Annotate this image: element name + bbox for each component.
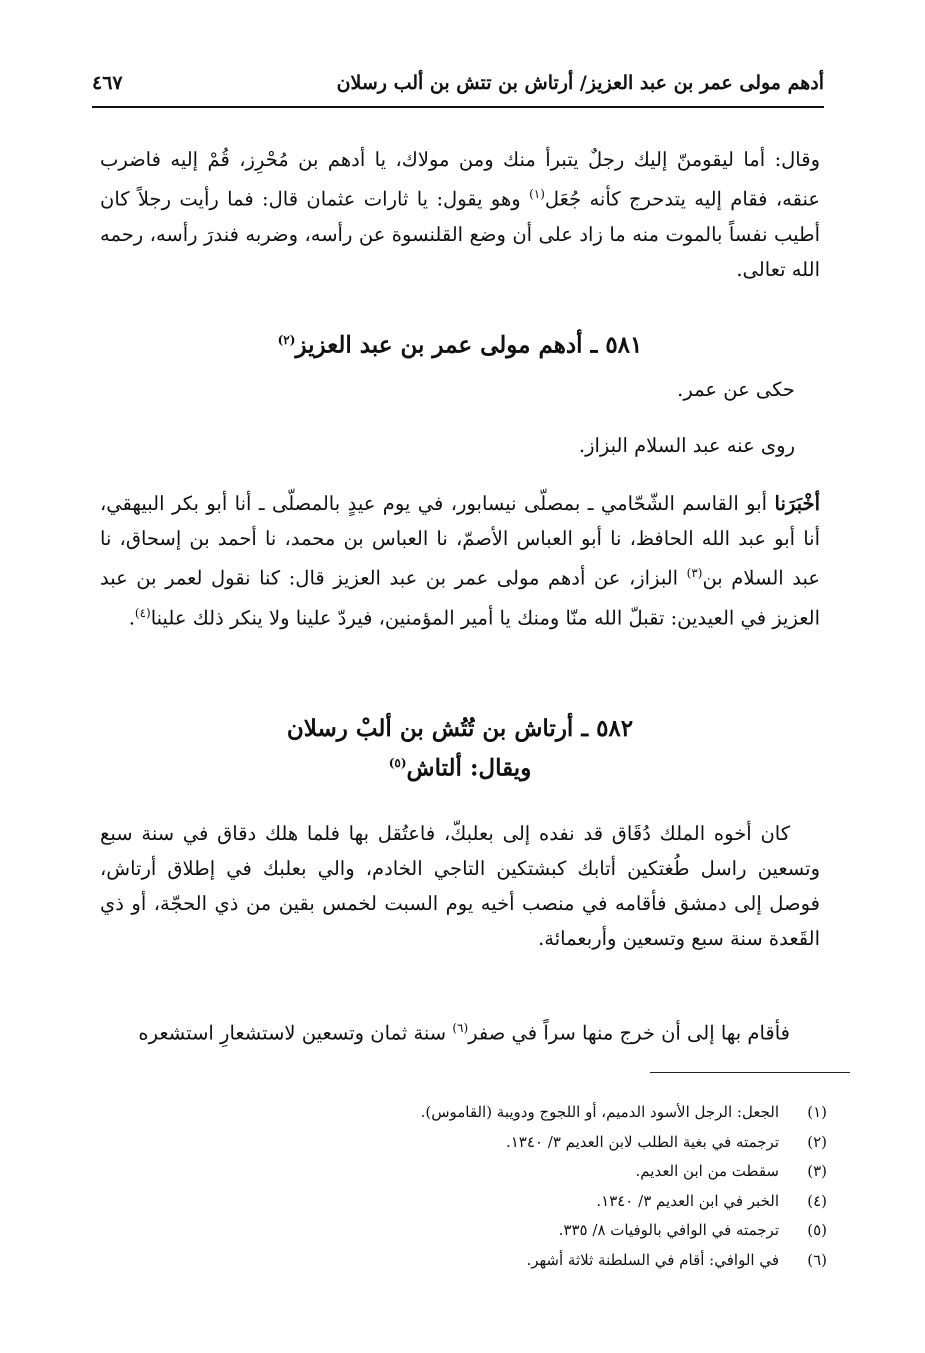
- footnote: [107, 1098, 827, 1128]
- entry-heading-581: [100, 323, 820, 363]
- footnote-number: (٢): [807, 1132, 827, 1151]
- footnote-number: (٦): [807, 1250, 827, 1269]
- paragraph-text: وهو يقول: يا ثارات عثمان قال: فما رأيت رجلاً كان أطيب نفساً بالموت منه ما زاد على أن وضع القلنسوة عن رأسه، وضربه فندرَ رأسه، رحمه الله تعالى.: [100, 187, 820, 281]
- entry-heading-582: [100, 712, 820, 786]
- entry-582-paragraph-a: كان أخوه الملك دُقَاق قد نفده إلى بعلبكّ، فاعتُقل بها فلما هلك دقاق في سنة سبع وتسعين راسل طُغتكين أتابك كبشتكين التاجي الخادم، والي بعلبك في إطلاق أرتاش، فوصل إلى دمشق فأقامه في منصب أخيه يوم السبت لخمس بقين من ذي الحجّة، أو ذي القَعدة سنة سبع وتسعين وأربعمائة.: [100, 822, 820, 950]
- footnote: [107, 1246, 827, 1276]
- footnote-marker: (٦): [452, 1021, 469, 1035]
- footnote: [107, 1216, 827, 1246]
- running-header: [92, 66, 824, 108]
- paragraph-text: أبو القاسم الشّحّامي ـ بمصلّى نيسابور، في يوم عيدٍ بالمصلّى ـ أنا أبو بكر البيهقي، أنا أبو عبد الله الحافظ، نا أبو العباس الأصمّ، نا العباس بن محمد، نا أحمد بن إسحاق، نا عبد السلام بن: [100, 492, 821, 590]
- footnote-number: (٤): [807, 1191, 827, 1210]
- entry-heading-text: ٥٨١ ـ أدهم مولى عمر بن عبد العزيز: [295, 331, 643, 359]
- paragraph-text: فأقام بها إلى أن خرج منها سراً في صفر: [468, 1021, 790, 1045]
- isnad-lead-word: أخْبَرَنا: [774, 492, 820, 515]
- header-title: أدهم مولى عمر بن عبد العزيز/ أرتاش بن تتش بن ألب رسلان: [336, 72, 824, 94]
- entry-heading-line: ٥٨٢ ـ أرتاش بن تُتُش بن ألبْ رسلان: [286, 715, 634, 742]
- footnote-text: في الوافي: أقام في السلطنة ثلاثة أشهر.: [526, 1250, 779, 1269]
- footnote: [107, 1128, 827, 1158]
- footnote-marker: (٤): [134, 605, 151, 620]
- footnote-marker: (٣): [686, 566, 703, 580]
- page-number: ٤٦٧: [92, 72, 123, 94]
- footnote-number: (٣): [807, 1162, 827, 1180]
- paragraph-text: .: [128, 606, 135, 629]
- entry-581-line-1: حكى عن عمر.: [677, 378, 795, 401]
- footnote: [107, 1187, 827, 1217]
- opening-paragraph: [100, 142, 820, 287]
- footnote-text: ترجمته في الوافي بالوفيات ٨/ ٣٣٥.: [558, 1221, 779, 1239]
- entry-581-line-2: روى عنه عبد السلام البزاز.: [578, 434, 795, 457]
- paragraph-text: سنة ثمان وتسعين لاستشعارِ استشعره: [138, 1021, 453, 1045]
- footnote-text: الجعل: الرجل الأسود الدميم، أو اللجوج ودويبة (القاموس).: [420, 1103, 779, 1121]
- paragraph-text: البزاز، عن أدهم مولى عمر بن عبد العزيز قال: كنا نقول لعمر بن عبد العزيز في العيدين: تقبلّ الله منّا ومنك يا أمير المؤمنين، فيردّ علينا ولا ينكر ذلك علينا: [100, 566, 820, 629]
- paragraph-text: وقال: أما ليقومنّ إليك رجلٌ يتبرأ منك ومن مولاك، يا أدهم بن مُحْرِز، قُمْ إليه فاضرب عنقه، فقام إليه يتدحرج كأنه جُعَل: [100, 148, 820, 211]
- footnote-text: ترجمته في بغية الطلب لابن العديم ٣/ ١٣٤٠.: [505, 1132, 779, 1151]
- footnote-number: (٥): [807, 1221, 827, 1239]
- footnote-marker: (٥): [388, 756, 407, 770]
- entry-heading-subtitle: ويقال: ألتاش: [406, 754, 532, 782]
- isnad-paragraph: [100, 486, 820, 635]
- entry-582-paragraph-b: [100, 1011, 820, 1051]
- footnote-marker: (٢): [277, 333, 296, 347]
- footnote-marker: (١): [529, 187, 545, 201]
- footnote-text: سقطت من ابن العديم.: [635, 1162, 779, 1180]
- entry-heading-line: [100, 746, 820, 786]
- footnote-text: الخبر في ابن العديم ٣/ ١٣٤٠.: [596, 1191, 779, 1210]
- footnote-separator: [650, 1072, 850, 1073]
- footnote-number: (١): [807, 1103, 827, 1121]
- footnote: [107, 1157, 827, 1187]
- footnotes: [107, 1098, 827, 1275]
